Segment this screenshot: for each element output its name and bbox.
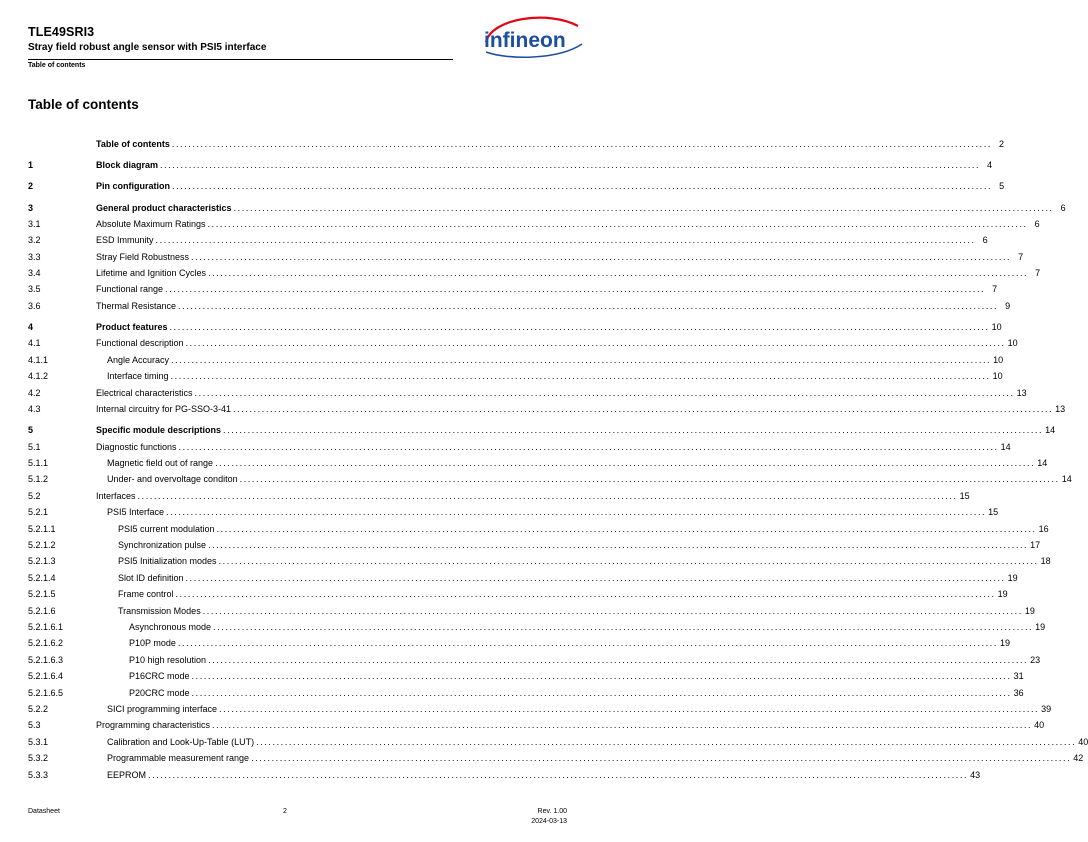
toc-dot-leader: ........................................................................................................................................................................................................ (239, 474, 1060, 485)
toc-row[interactable] (28, 441, 1011, 454)
toc-row[interactable] (28, 387, 1027, 400)
toc-page-number: 17 (1030, 540, 1041, 550)
toc-dot-leader: ........................................................................................................................................................................................................ (148, 769, 969, 780)
toc-page-number: 39 (1041, 704, 1052, 714)
toc-entry-title[interactable]: Specific module descriptions (96, 425, 222, 436)
toc-entry-title[interactable]: P10 high resolution (129, 654, 207, 665)
footer-doc-type: Datasheet (28, 808, 60, 815)
toc-entry-title[interactable]: Absolute Maximum Ratings (96, 218, 206, 229)
toc-dot-leader: ........................................................................................................................................................................................................ (194, 387, 1015, 398)
toc-page-number: 42 (1073, 753, 1084, 764)
toc-section-number: 5.2.1.6.5 (28, 687, 64, 698)
toc-entry-title[interactable]: P10P mode (129, 638, 176, 649)
toc-dot-leader: ........................................................................................................................................................................................................ (213, 622, 1034, 632)
toc-entry-title[interactable]: Table of contents (96, 139, 170, 149)
toc-section-number: 5.2.1.4 (28, 572, 56, 583)
toc-row[interactable] (28, 539, 1041, 552)
footer-page-number: 2 (283, 808, 287, 815)
toc-page-number: 23 (1030, 654, 1041, 665)
toc-dot-leader: ........................................................................................................................................................................................................ (208, 540, 1029, 550)
toc-page-number: 14 (1000, 441, 1011, 452)
toc-entry-title[interactable]: Thermal Resistance (96, 300, 177, 311)
toc-row[interactable] (28, 752, 1084, 765)
toc-section-number: 3.1 (28, 218, 41, 229)
toc-row[interactable] (28, 555, 1051, 568)
toc-page-number: 36 (1013, 687, 1024, 698)
toc-section-number: 5.2.1.1 (28, 523, 56, 534)
infineon-logo (478, 12, 588, 62)
toc-entry-title[interactable]: SICI programming interface (107, 704, 218, 714)
toc-section-number: 5.2.1.5 (28, 589, 56, 600)
toc-dot-leader: ........................................................................................................................................................................................................ (207, 218, 1028, 229)
toc-dot-leader: ........................................................................................................................................................................................................ (175, 589, 996, 600)
toc-dot-leader: ........................................................................................................................................................................................................ (172, 181, 993, 192)
toc-row[interactable] (28, 736, 1088, 749)
toc-entry-title[interactable]: Programmable measurement range (107, 753, 250, 764)
toc-entry-title[interactable]: Lifetime and Ignition Cycles (96, 268, 207, 278)
toc-row[interactable] (28, 605, 1035, 618)
toc-row[interactable] (28, 234, 988, 247)
toc-row[interactable] (28, 370, 1003, 383)
toc-dot-leader: ........................................................................................................................................................................................................ (208, 654, 1029, 665)
toc-section-number: 5.2.1.6.2 (28, 638, 64, 649)
toc-row[interactable] (28, 473, 1072, 486)
logo-text: infineon (484, 29, 566, 52)
toc-page-number: 14 (1045, 425, 1056, 436)
toc-section-number: 5.1.1 (28, 458, 49, 468)
toc-section-number: 5.2.2 (28, 704, 49, 714)
toc-section-number: 3.6 (28, 300, 41, 311)
toc-row[interactable] (28, 283, 998, 296)
toc-dot-leader: ........................................................................................................................................................................................................ (219, 704, 1040, 714)
toc-page-number: 18 (1040, 556, 1051, 567)
toc-row[interactable] (28, 267, 1041, 280)
toc-section-number: 4.3 (28, 404, 41, 414)
toc-dot-leader: ........................................................................................................................................................................................................ (171, 139, 992, 149)
toc-section-number: 5.3.2 (28, 753, 49, 764)
toc-section-number: 5.2 (28, 490, 41, 501)
toc-section-number: 3.4 (28, 268, 41, 278)
toc-entry-title[interactable]: Electrical characteristics (96, 387, 193, 398)
toc-entry-title[interactable]: ESD Immunity (96, 235, 154, 246)
toc-dot-leader: ........................................................................................................................................................................................................ (165, 284, 986, 295)
toc-dot-leader: ........................................................................................................................................................................................................ (251, 753, 1072, 764)
toc-row[interactable] (28, 321, 1002, 334)
toc-entry-title[interactable]: Slot ID definition (118, 572, 184, 583)
toc-page-number: 7 (1011, 251, 1023, 264)
toc-page-number: 14 (1037, 458, 1048, 468)
toc-entry-title[interactable]: Diagnostic functions (96, 441, 177, 452)
toc-row[interactable] (28, 300, 1011, 313)
toc-dot-leader: ........................................................................................................................................................................................................ (170, 371, 991, 382)
toc-row[interactable] (28, 588, 1008, 601)
toc-dot-leader: ........................................................................................................................................................................................................ (191, 687, 1012, 698)
toc-entry-title[interactable]: Functional description (96, 338, 184, 349)
toc-page-number: 14 (1061, 474, 1072, 485)
toc-section-number: 3.3 (28, 251, 41, 262)
toc-dot-leader: ........................................................................................................................................................................................................ (171, 354, 992, 365)
toc-entry-title[interactable]: Programming characteristics (96, 720, 211, 731)
toc-section-number: 4.1.2 (28, 371, 49, 382)
document-subtitle: Stray field robust angle sensor with PSI5 interface (28, 42, 267, 53)
toc-dot-leader: ........................................................................................................................................................................................................ (178, 300, 999, 311)
toc-entry-title[interactable]: Frame control (118, 589, 174, 600)
toc-entry-title[interactable]: Product features (96, 322, 168, 333)
toc-dot-leader: ........................................................................................................................................................................................................ (185, 338, 1006, 349)
toc-page-number: 40 (1078, 736, 1088, 747)
toc-entry-title[interactable]: PSI5 current modulation (118, 523, 215, 534)
toc-page-number: 15 (959, 490, 970, 501)
toc-entry-title[interactable]: Block diagram (96, 160, 159, 171)
toc-dot-leader: ........................................................................................................................................................................................................ (177, 638, 998, 649)
toc-section-number: 5 (28, 425, 34, 436)
toc-page-number: 6 (976, 234, 988, 247)
toc-page-number: 10 (1007, 338, 1018, 349)
toc-dot-leader: ........................................................................................................................................................................................................ (212, 720, 1033, 731)
toc-row[interactable] (28, 354, 1004, 367)
toc-entry-title[interactable]: Under- and overvoltage conditon (107, 474, 238, 485)
toc-dot-leader: ........................................................................................................................................................................................................ (202, 605, 1023, 616)
toc-dot-leader: ........................................................................................................................................................................................................ (169, 322, 990, 333)
toc-entry-title[interactable]: Interfaces (96, 490, 136, 501)
toc-row[interactable] (28, 424, 1056, 437)
toc-entry-title[interactable]: Internal circuitry for PG-SSO-3-41 (96, 404, 232, 414)
toc-page-number: 5 (992, 180, 1004, 193)
toc-section-number: 4.2 (28, 387, 41, 398)
toc-dot-leader: ........................................................................................................................................................................................................ (208, 268, 1029, 278)
toc-entry-title[interactable]: Stray Field Robustness (96, 251, 190, 262)
toc-section-number: 5.2.1 (28, 507, 49, 518)
toc-row[interactable] (28, 202, 1066, 215)
toc-section-number: 5.2.1.2 (28, 540, 56, 550)
toc-page-number: 10 (992, 371, 1003, 382)
toc-dot-leader: ........................................................................................................................................................................................................ (215, 458, 1036, 468)
toc-section-number: 3.5 (28, 284, 41, 295)
toc-page-number: 4 (980, 159, 992, 172)
toc-entry-title[interactable]: Magnetic field out of range (107, 458, 214, 468)
toc-section-number: 3 (28, 202, 34, 213)
toc-section-number: 5.2.1.6.4 (28, 671, 64, 682)
toc-section-number: 5.2.1.6.3 (28, 654, 64, 665)
toc-row[interactable] (28, 719, 1045, 732)
toc-dot-leader: ........................................................................................................................................................................................................ (223, 425, 1044, 436)
toc-page-number: 10 (991, 322, 1002, 333)
header-rule (28, 59, 453, 60)
toc-page-number: 10 (993, 354, 1004, 365)
toc-row[interactable] (28, 403, 1066, 416)
toc-page-number: 19 (1007, 572, 1018, 583)
toc-dot-leader: ........................................................................................................................................................................................................ (256, 736, 1077, 747)
toc-row[interactable] (28, 654, 1041, 667)
toc-page-number: 7 (985, 283, 997, 296)
toc-entry-title[interactable]: Calibration and Look-Up-Table (LUT) (107, 736, 255, 747)
toc-section-number: 5.1 (28, 441, 41, 452)
toc-row[interactable] (28, 687, 1024, 700)
toc-page-number: 7 (1028, 267, 1040, 280)
footer-revision: Rev. 1.00 (537, 808, 567, 815)
toc-row[interactable] (28, 180, 1005, 193)
toc-page-number: 6 (1028, 218, 1040, 231)
toc-dot-leader: ........................................................................................................................................................................................................ (137, 490, 958, 501)
toc-row[interactable] (28, 769, 981, 782)
toc-dot-leader: ........................................................................................................................................................................................................ (155, 235, 976, 246)
toc-row[interactable] (28, 138, 1004, 151)
toc-section-number: 5.3.3 (28, 769, 49, 780)
toc-row[interactable] (28, 703, 1052, 716)
toc-page-number: 19 (999, 638, 1010, 649)
toc-page-number: 15 (988, 507, 999, 518)
toc-dot-leader: ........................................................................................................................................................................................................ (218, 556, 1039, 567)
toc-row[interactable] (28, 523, 1049, 536)
toc-dot-leader: ........................................................................................................................................................................................................ (233, 202, 1054, 213)
toc-dot-leader: ........................................................................................................................................................................................................ (191, 671, 1012, 682)
toc-entry-title[interactable]: Transmission Modes (118, 605, 201, 616)
toc-entry-title[interactable]: PSI5 Interface (107, 507, 165, 518)
toc-entry-title[interactable]: P20CRC mode (129, 687, 190, 698)
toc-dot-leader: ........................................................................................................................................................................................................ (191, 251, 1012, 262)
toc-row[interactable] (28, 251, 1024, 264)
toc-page-number: 13 (1016, 387, 1027, 398)
page-title: Table of contents (28, 97, 139, 112)
toc-row[interactable] (28, 337, 1018, 350)
toc-row[interactable] (28, 572, 1018, 585)
toc-dot-leader: ........................................................................................................................................................................................................ (178, 441, 999, 452)
toc-row[interactable] (28, 218, 1040, 231)
toc-entry-title[interactable]: EEPROM (107, 769, 147, 780)
toc-row[interactable] (28, 506, 999, 519)
document-title: TLE49SRI3 (28, 25, 95, 39)
toc-page-number: 9 (998, 300, 1010, 313)
toc-section-number: 5.2.1.3 (28, 556, 56, 567)
toc-section-number: 2 (28, 181, 34, 192)
toc-page-number: 2 (992, 138, 1004, 151)
toc-row[interactable] (28, 457, 1048, 470)
toc-section-number: 4.1.1 (28, 354, 49, 365)
toc-row[interactable] (28, 621, 1046, 634)
toc-section-number: 3.2 (28, 235, 41, 246)
toc-section-number: 5.2.1.6 (28, 605, 56, 616)
toc-section-number: 5.3.1 (28, 736, 49, 747)
toc-row[interactable] (28, 159, 993, 172)
toc-dot-leader: ........................................................................................................................................................................................................ (160, 160, 981, 171)
toc-entry-title[interactable]: Angle Accuracy (107, 354, 170, 365)
header-section-label: Table of contents (28, 62, 86, 69)
toc-section-number: 5.2.1.6.1 (28, 622, 64, 632)
toc-entry-title[interactable]: Synchronization pulse (118, 540, 207, 550)
toc-row[interactable] (28, 637, 1010, 650)
toc-row[interactable] (28, 670, 1024, 683)
toc-entry-title[interactable]: Functional range (96, 284, 164, 295)
toc-entry-title[interactable]: PSI5 Initialization modes (118, 556, 217, 567)
toc-page-number: 19 (1035, 622, 1046, 632)
toc-section-number: 4 (28, 322, 34, 333)
toc-entry-title[interactable]: P16CRC mode (129, 671, 190, 682)
toc-section-number: 1 (28, 160, 34, 171)
toc-entry-title[interactable]: Pin configuration (96, 181, 170, 192)
toc-row[interactable] (28, 490, 970, 503)
toc-dot-leader: ........................................................................................................................................................................................................ (216, 523, 1037, 534)
toc-section-number: 4.1 (28, 338, 41, 349)
toc-dot-leader: ........................................................................................................................................................................................................ (166, 507, 987, 518)
toc-dot-leader: ........................................................................................................................................................................................................ (233, 404, 1054, 414)
toc-page-number: 6 (1054, 202, 1066, 215)
toc-dot-leader: ........................................................................................................................................................................................................ (185, 572, 1006, 583)
toc-page-number: 19 (997, 589, 1008, 600)
footer-date: 2024-03-13 (531, 818, 567, 825)
toc-entry-title[interactable]: General product characteristics (96, 202, 232, 213)
toc-section-number: 5.3 (28, 720, 41, 731)
toc-page-number: 16 (1038, 523, 1049, 534)
toc-page-number: 13 (1055, 404, 1066, 414)
toc-entry-title[interactable]: Asynchronous mode (129, 622, 212, 632)
toc-entry-title[interactable]: Interface timing (107, 371, 169, 382)
toc-page-number: 40 (1034, 720, 1045, 731)
toc-page-number: 43 (970, 769, 981, 780)
toc-page-number: 19 (1024, 605, 1035, 616)
toc-page-number: 31 (1013, 671, 1024, 682)
toc-section-number: 5.1.2 (28, 474, 49, 485)
